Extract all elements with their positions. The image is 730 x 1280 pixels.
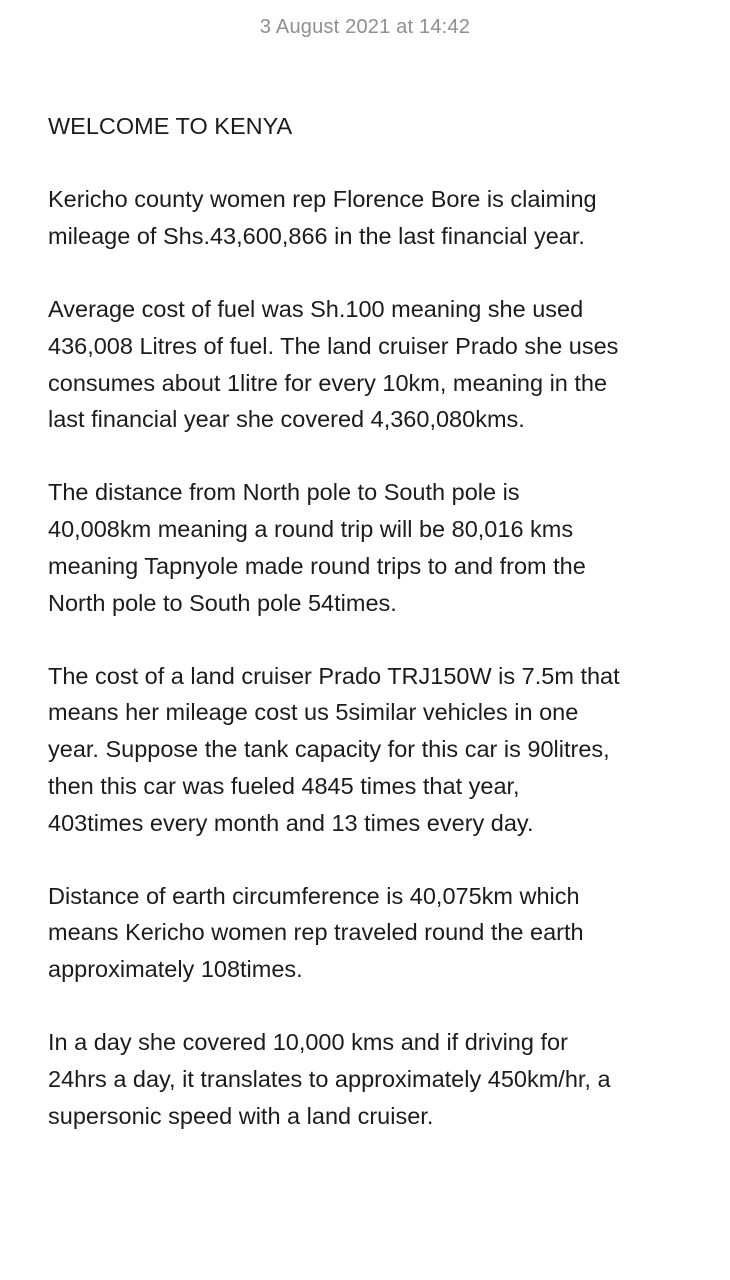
note-paragraph-speed: In a day she covered 10,000 kms and if driving for 24hrs a day, it translates to approximately 450km/hr, a supersonic speed with a land cruiser.: [48, 1029, 611, 1129]
note-paragraph-poles: The distance from North pole to South pole is 40,008km meaning a round trip will be 80,016 kms meaning Tapnyole made round trips to and from the North pole to South pole 54times.: [48, 479, 586, 616]
note-paragraph-vehicle-cost: The cost of a land cruiser Prado TRJ150W is 7.5m that means her mileage cost us 5similar vehicles in one year. Suppose the tank capacity for this car is 90litres, then this car was fueled 4845 times that year, 403times every month and 13 times every day.: [48, 662, 620, 836]
note-paragraph-earth: Distance of earth circumference is 40,075km which means Kericho women rep traveled round the earth approximately 108times.: [48, 882, 584, 983]
note-paragraph-claim: Kericho county women rep Florence Bore is claiming mileage of Shs.43,600,866 in the last financial year.: [48, 186, 597, 249]
note-heading: WELCOME TO KENYA: [48, 113, 293, 139]
note-timestamp: 3 August 2021 at 14:42: [259, 16, 471, 38]
note-body[interactable]: [48, 108, 688, 1171]
note-paragraph-fuel: Average cost of fuel was Sh.100 meaning she used 436,008 Litres of fuel. The land cruiser Prado she uses consumes about 1litre for every 10km, meaning in the last financial year she covered 4,360,080kms.: [48, 296, 619, 433]
